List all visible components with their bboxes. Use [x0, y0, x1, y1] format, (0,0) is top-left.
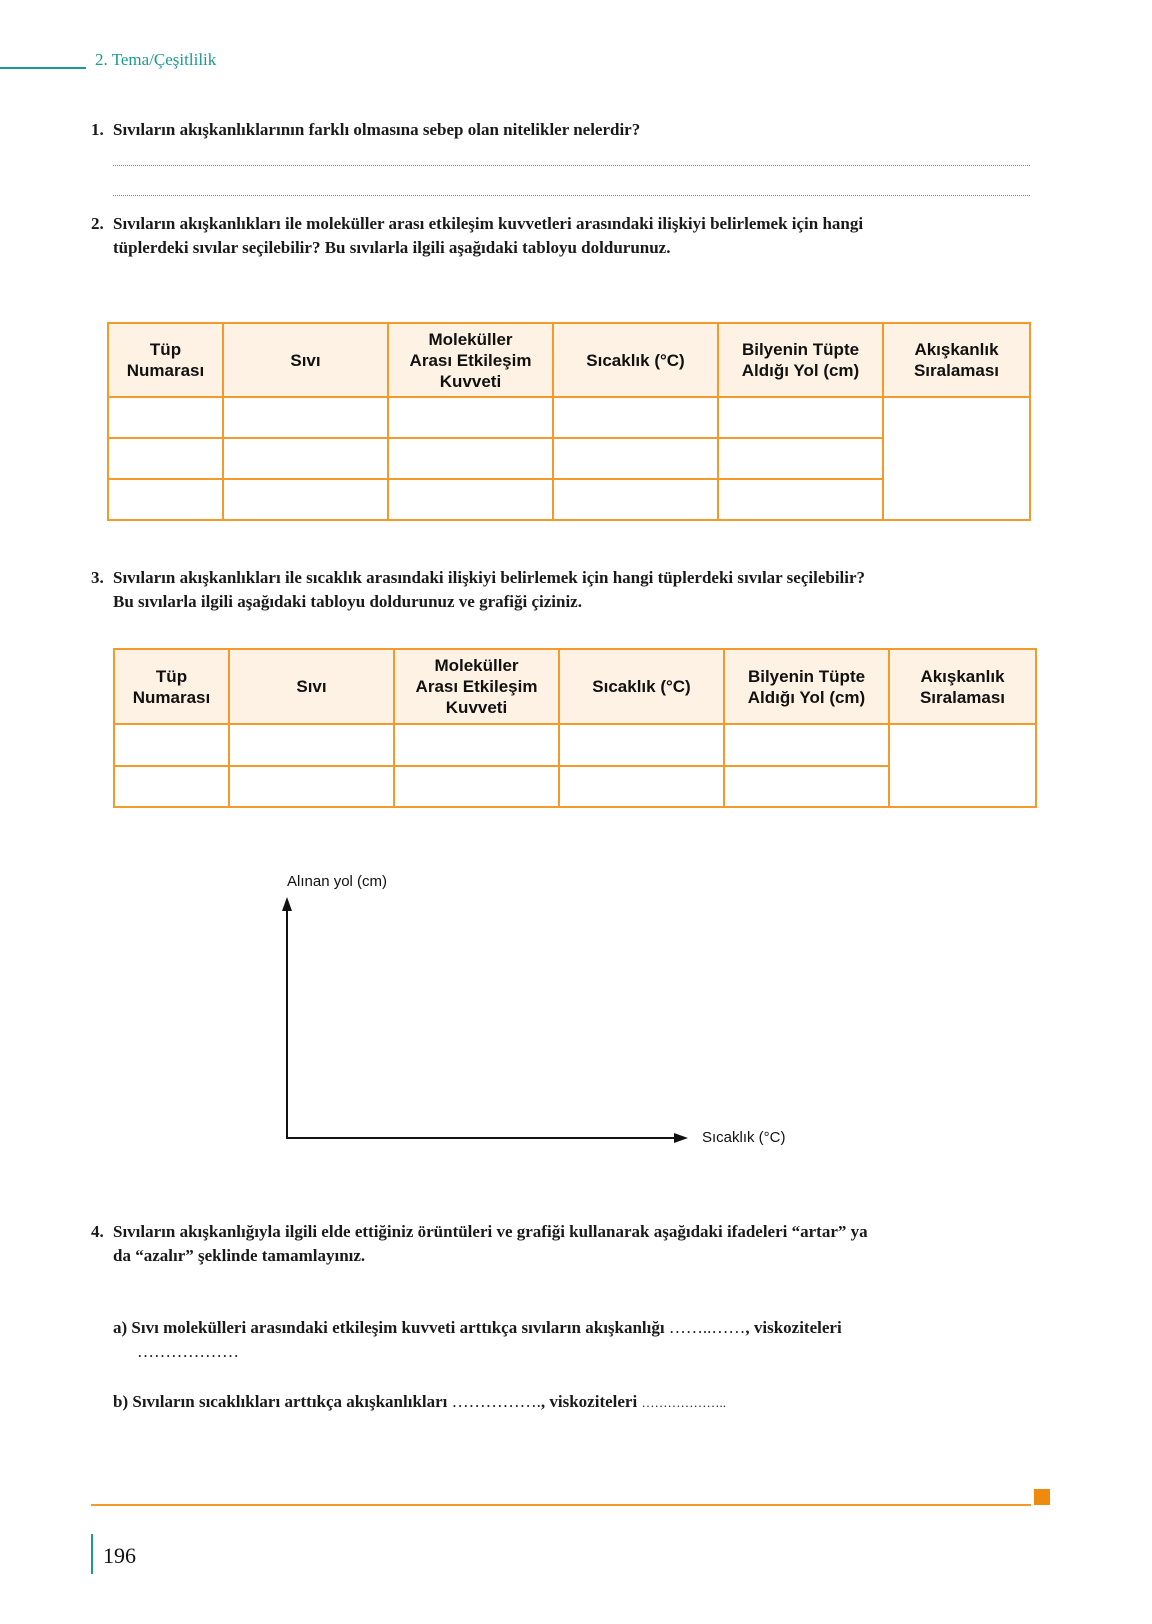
cell-distance[interactable] [724, 766, 889, 807]
y-axis-label: Alınan yol (cm) [287, 873, 388, 890]
header-liquid: Sıvı [223, 323, 388, 397]
item-text: Sıvıların sıcaklıkları arttıkça akışkanlıkları [132, 1392, 448, 1411]
question-text-line-1: Sıvıların akışkanlıkları ile moleküller arası etkileşim kuvvetleri arasındaki ilişkiyi belirlemek için hangi [113, 214, 864, 233]
footer-rule [91, 1504, 1031, 1506]
cell-fluidity-ranking[interactable] [883, 397, 1030, 520]
cell-intermolecular-force[interactable] [394, 766, 559, 807]
question-text-line-2: da “azalır” şeklinde tamamlayınız. [113, 1246, 366, 1265]
cell-tube-number[interactable] [108, 397, 223, 438]
question-text-line-1: Sıvıların akışkanlığıyla ilgili elde ettiğiniz örüntüleri ve grafiği kullanarak aşağıdaki ifadeleri “artar” ya [113, 1222, 868, 1241]
header-distance: Bilyenin Tüpte Aldığı Yol (cm) [724, 649, 889, 724]
empty-graph-axes[interactable] [270, 890, 710, 1150]
cell-liquid[interactable] [223, 438, 388, 479]
cell-temperature[interactable] [553, 397, 718, 438]
cell-distance[interactable] [724, 724, 889, 766]
cell-temperature[interactable] [559, 724, 724, 766]
cell-tube-number[interactable] [114, 766, 229, 807]
header-fluidity-ranking: Akışkanlık Sıralaması [889, 649, 1036, 724]
header-liquid: Sıvı [229, 649, 394, 724]
page-number: 196 [103, 1543, 136, 1568]
header-tube-number: Tüp Numarası [108, 323, 223, 397]
question-2 [91, 212, 1051, 260]
cell-liquid[interactable] [229, 724, 394, 766]
blank-fluidity[interactable]: ……..…… [668, 1318, 746, 1337]
header-tube-number: Tüp Numarası [114, 649, 229, 724]
header-fluidity-ranking: Akışkanlık Sıralaması [883, 323, 1030, 397]
header-distance: Bilyenin Tüpte Aldığı Yol (cm) [718, 323, 883, 397]
y-axis-arrow-icon [282, 897, 292, 911]
cell-tube-number[interactable] [108, 438, 223, 479]
header-rule [0, 67, 86, 69]
table-row [114, 724, 1036, 766]
question-4 [91, 1220, 1051, 1268]
cell-distance[interactable] [718, 438, 883, 479]
section-title: 2. Tema/Çeşitlilik [95, 50, 217, 69]
x-axis-arrow-icon [674, 1133, 688, 1143]
item-mid-text: , viskoziteleri [745, 1318, 842, 1337]
question-number: 2. [91, 214, 104, 233]
question-text-line-2: tüplerdeki sıvılar seçilebilir? Bu sıvılarla ilgili aşağıdaki tabloyu doldurunuz. [113, 238, 671, 257]
item-label: a) [113, 1318, 128, 1337]
answer-line-1[interactable] [113, 165, 1030, 166]
question-text: Sıvıların akışkanlıklarının farklı olmasına sebep olan nitelikler nelerdir? [113, 120, 641, 139]
cell-liquid[interactable] [223, 479, 388, 520]
table-2 [113, 648, 1037, 808]
question-number: 1. [91, 120, 104, 139]
header-intermolecular-force: Moleküller Arası Etkileşim Kuvveti [388, 323, 553, 397]
blank-viscosity[interactable]: ……………… [137, 1342, 239, 1361]
q4-item-a [113, 1316, 1013, 1340]
cell-intermolecular-force[interactable] [388, 479, 553, 520]
cell-intermolecular-force[interactable] [394, 724, 559, 766]
cell-tube-number[interactable] [114, 724, 229, 766]
table-header-row [108, 323, 1030, 397]
item-text: Sıvı molekülleri arasındaki etkileşim kuvveti arttıkça sıvıların akışkanlığı [131, 1318, 665, 1337]
cell-distance[interactable] [718, 397, 883, 438]
page-number-bar [91, 1534, 93, 1574]
question-text-line-2: Bu sıvılarla ilgili aşağıdaki tabloyu doldurunuz ve grafiği çiziniz. [113, 592, 582, 611]
table-1 [107, 322, 1031, 521]
cell-liquid[interactable] [223, 397, 388, 438]
blank-viscosity[interactable]: ……………….. [641, 1395, 726, 1410]
cell-intermolecular-force[interactable] [388, 397, 553, 438]
cell-liquid[interactable] [229, 766, 394, 807]
cell-tube-number[interactable] [108, 479, 223, 520]
question-1 [91, 118, 1031, 142]
item-label: b) [113, 1392, 129, 1411]
cell-temperature[interactable] [553, 438, 718, 479]
header-intermolecular-force: Moleküller Arası Etkileşim Kuvveti [394, 649, 559, 724]
question-3 [91, 566, 1051, 614]
question-text-line-1: Sıvıların akışkanlıkları ile sıcaklık arasındaki ilişkiyi belirlemek için hangi tüplerdeki sıvılar seçilebilir? [113, 568, 866, 587]
header-temperature: Sıcaklık (°C) [559, 649, 724, 724]
x-axis-label: Sıcaklık (°C) [702, 1129, 786, 1146]
answer-line-2[interactable] [113, 195, 1030, 196]
cell-fluidity-ranking[interactable] [889, 724, 1036, 807]
blank-fluidity[interactable]: ……………. [451, 1392, 541, 1411]
item-mid-text: , viskoziteleri [540, 1392, 638, 1411]
cell-temperature[interactable] [559, 766, 724, 807]
table-row [108, 397, 1030, 438]
q4-item-a-continued [137, 1340, 239, 1364]
q4-item-b [113, 1390, 1013, 1415]
header-temperature: Sıcaklık (°C) [553, 323, 718, 397]
cell-temperature[interactable] [553, 479, 718, 520]
footer-square-icon [1034, 1489, 1050, 1505]
cell-intermolecular-force[interactable] [388, 438, 553, 479]
cell-distance[interactable] [718, 479, 883, 520]
question-number: 4. [91, 1222, 104, 1241]
table-header-row [114, 649, 1036, 724]
question-number: 3. [91, 568, 104, 587]
